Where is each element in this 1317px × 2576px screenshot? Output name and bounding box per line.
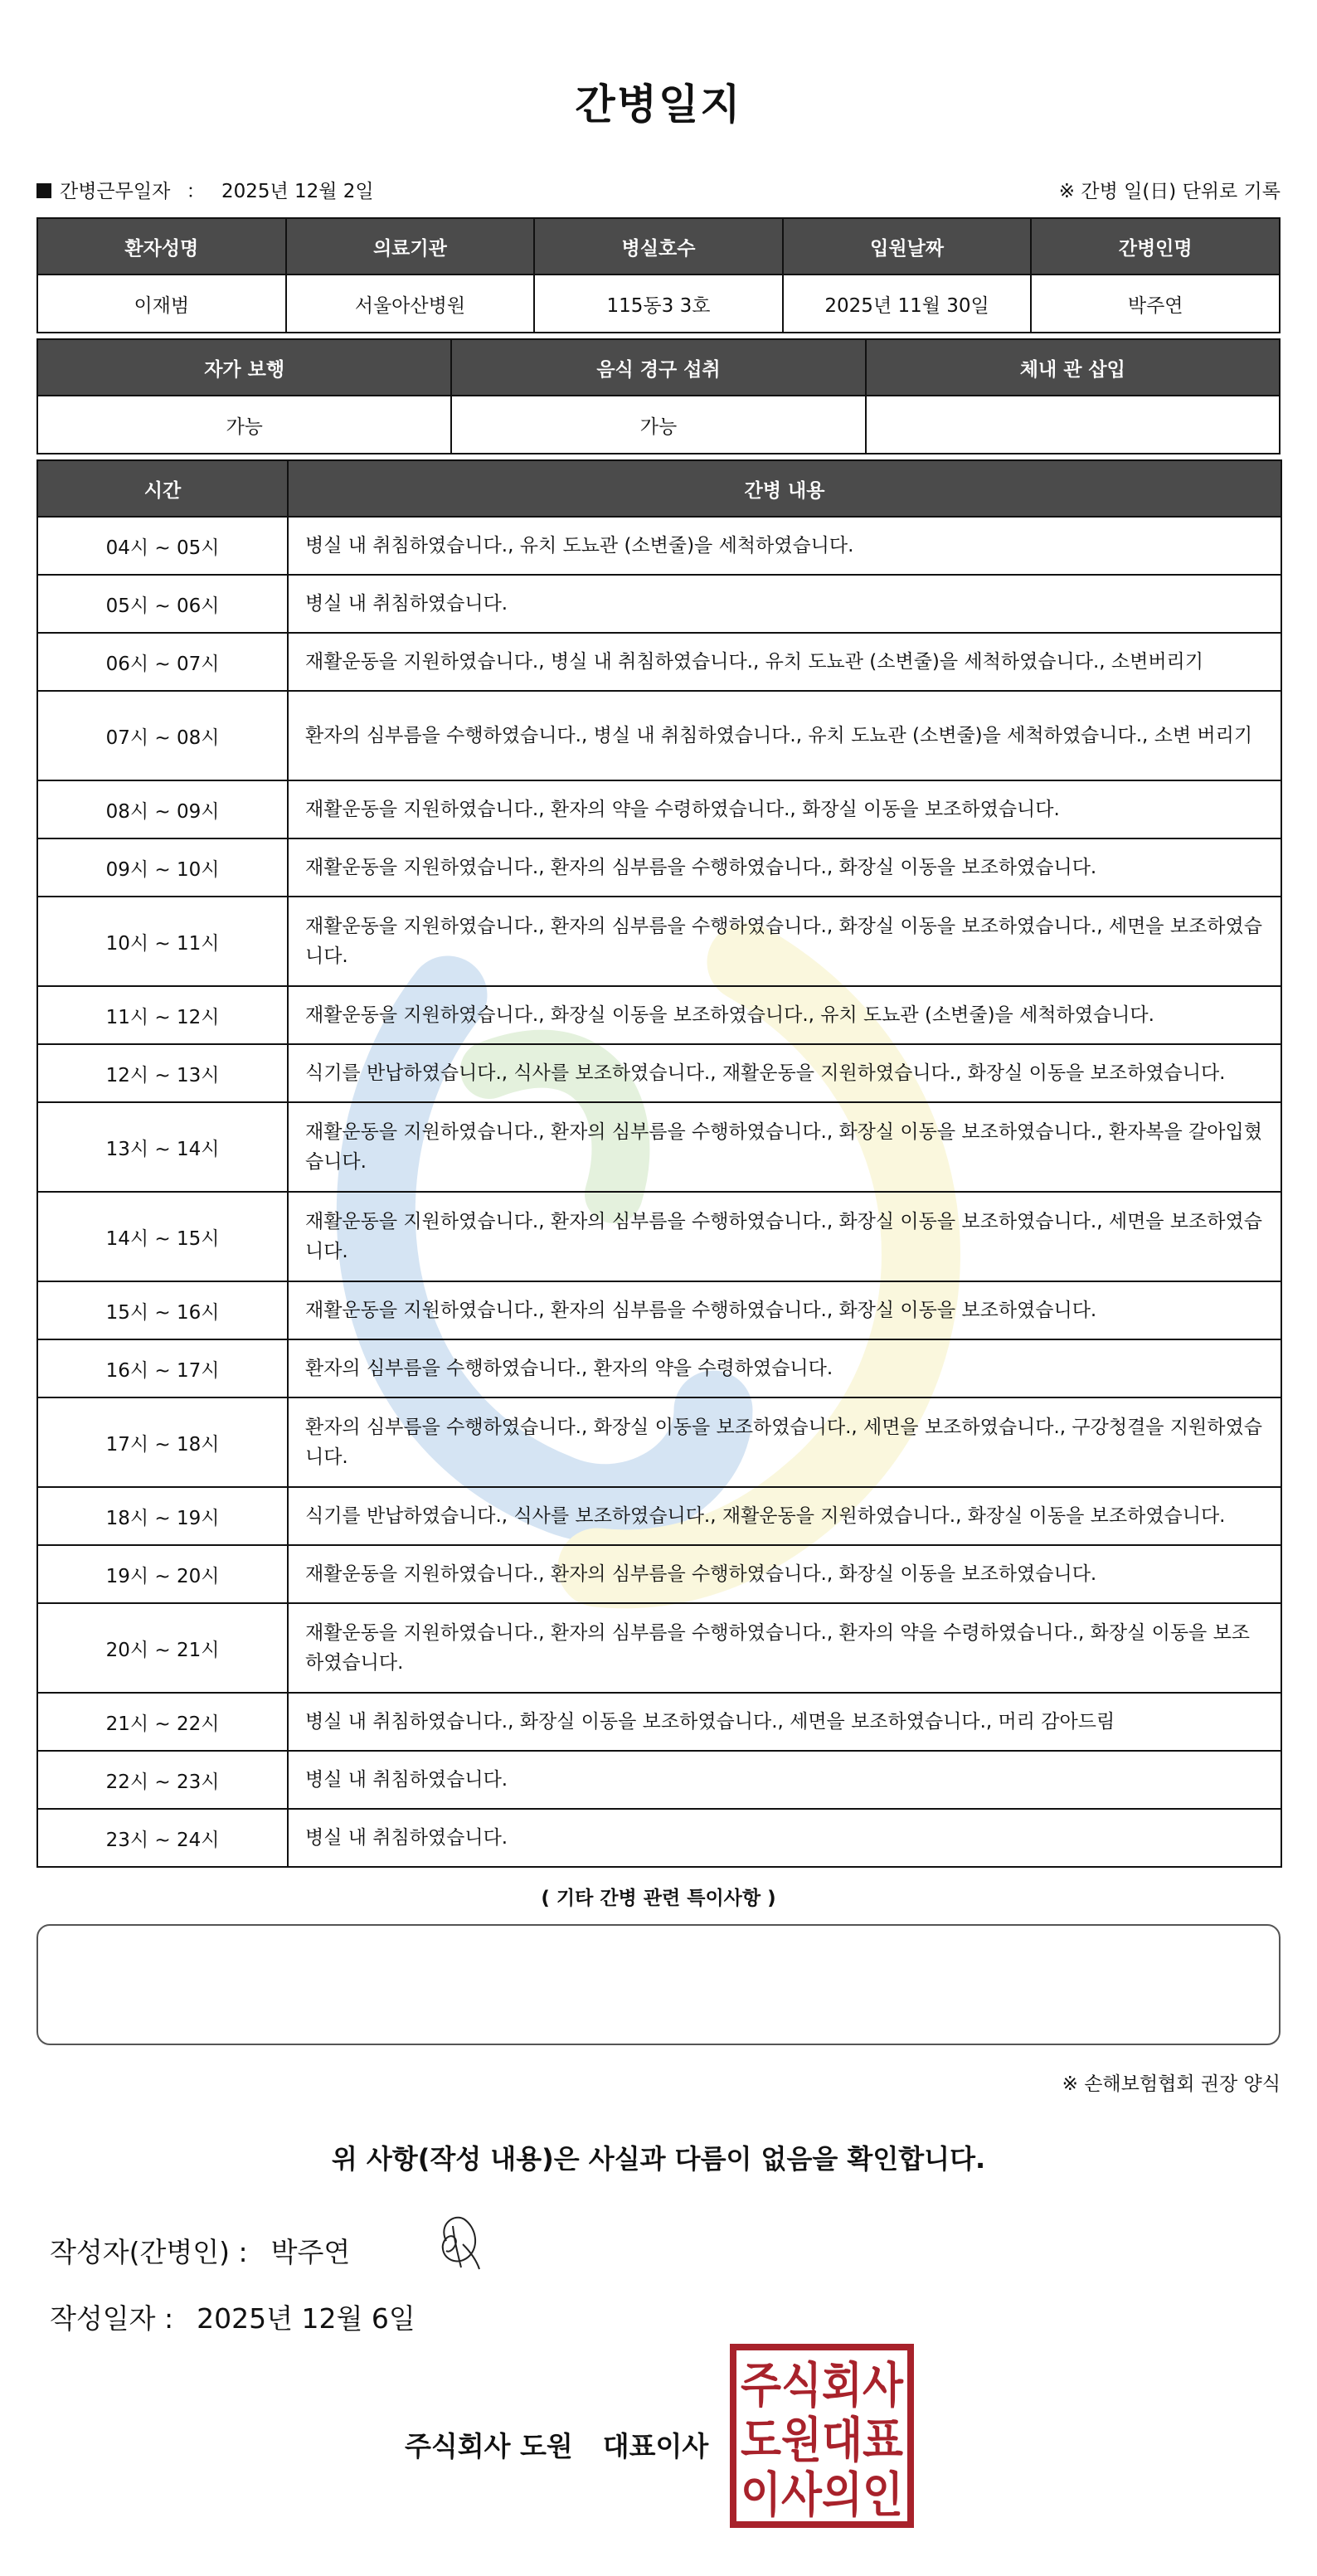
header-admission-date: 입원날짜 [783,218,1032,275]
value-admission-date: 2025년 11월 30일 [783,275,1032,333]
value-self-walking: 가능 [37,396,451,454]
written-date-label: 작성일자 : [50,2302,174,2335]
header-time: 시간 [37,460,288,517]
care-content: 환자의 심부름을 수행하였습니다., 화장실 이동을 보조하였습니다., 세면을 보조하였습니다., 구강청결을 지원하였습니다. [288,1397,1281,1487]
care-content: 재활운동을 지원하였습니다., 환자의 약을 수령하였습니다., 화장실 이동을 보조하였습니다. [288,780,1281,838]
writer-name: 박주연 [270,2236,351,2268]
care-content: 재활운동을 지원하였습니다., 환자의 심부름을 수행하였습니다., 환자의 약을 수령하였습니다., 화장실 이동을 보조하였습니다. [288,1603,1281,1693]
value-room: 115동3 3호 [534,275,783,333]
care-content: 환자의 심부름을 수행하였습니다., 환자의 약을 수령하였습니다. [288,1339,1281,1397]
care-content: 병실 내 취침하였습니다., 유치 도뇨관 (소변줄)을 세척하였습니다. [288,517,1281,575]
care-content: 재활운동을 지원하였습니다., 환자의 심부름을 수행하였습니다., 화장실 이동을 보조하였습니다., 세면을 보조하였습니다. [288,897,1281,986]
patient-info-table [36,217,1281,333]
header-oral-intake: 음식 경구 섭취 [451,339,865,396]
table-row [37,575,1281,633]
svg-text:주식회사: 주식회사 [741,2357,904,2413]
care-content: 환자의 심부름을 수행하였습니다., 병실 내 취침하였습니다., 유치 도뇨관 (소변줄)을 세척하였습니다., 소변 버리기 [288,691,1281,780]
patient-info-header-row [37,218,1280,275]
value-oral-intake: 가능 [451,396,865,454]
time-slot: 06시 ~ 07시 [37,633,288,691]
written-date-value: 2025년 12월 6일 [197,2302,416,2335]
patient-info-value-row [37,275,1280,333]
table-row [37,1397,1281,1487]
notes-title: ( 기타 간병 관련 특이사항 ) [541,1888,776,1909]
table-row [37,1281,1281,1339]
table-row [37,633,1281,691]
square-bullet-icon [36,183,51,198]
care-content: 병실 내 취침하였습니다. [288,1751,1281,1809]
table-row [37,1693,1281,1751]
writer-line [50,2231,350,2270]
company-line [405,2425,708,2464]
table-row [37,1487,1281,1545]
status-value-row [37,396,1280,454]
table-row [37,986,1281,1044]
time-slot: 07시 ~ 08시 [37,691,288,780]
header-caregiver-name: 간병인명 [1031,218,1280,275]
time-slot: 14시 ~ 15시 [37,1192,288,1281]
header-care-content: 간병 내용 [288,460,1281,517]
care-content: 식기를 반납하였습니다., 식사를 보조하였습니다., 재활운동을 지원하였습니다., 화장실 이동을 보조하였습니다. [288,1487,1281,1545]
time-slot: 18시 ~ 19시 [37,1487,288,1545]
time-slot: 22시 ~ 23시 [37,1751,288,1809]
time-slot: 21시 ~ 22시 [37,1693,288,1751]
care-content: 재활운동을 지원하였습니다., 환자의 심부름을 수행하였습니다., 화장실 이동을 보조하였습니다. [288,1545,1281,1603]
page-title: 간병일지 [575,80,742,129]
care-log-body [37,517,1281,1867]
work-date-separator: ： [186,181,206,202]
time-slot: 17시 ~ 18시 [37,1397,288,1487]
care-content: 재활운동을 지원하였습니다., 환자의 심부름을 수행하였습니다., 화장실 이동을 보조하였습니다., 환자복을 갈아입혔습니다. [288,1102,1281,1192]
confirmation-statement: 위 사항(작성 내용)은 사실과 다름이 없음을 확인합니다. [331,2143,986,2175]
header-self-walking: 자가 보행 [37,339,451,396]
care-content: 식기를 반납하였습니다., 식사를 보조하였습니다., 재활운동을 지원하였습니다., 화장실 이동을 보조하였습니다. [288,1044,1281,1102]
care-content: 재활운동을 지원하였습니다., 병실 내 취침하였습니다., 유치 도뇨관 (소변줄)을 세척하였습니다., 소변버리기 [288,633,1281,691]
svg-text:이사의인: 이사의인 [741,2467,903,2523]
work-date-value: 2025년 12월 2일 [221,181,374,202]
status-header-row [37,339,1280,396]
table-row [37,1603,1281,1693]
care-content: 재활운동을 지원하였습니다., 화장실 이동을 보조하였습니다., 유치 도뇨관 (소변줄)을 세척하였습니다. [288,986,1281,1044]
care-content: 재활운동을 지원하였습니다., 환자의 심부름을 수행하였습니다., 화장실 이동을 보조하였습니다. [288,838,1281,897]
time-slot: 23시 ~ 24시 [37,1809,288,1867]
table-row [37,517,1281,575]
header-patient-name: 환자성명 [37,218,286,275]
care-content: 병실 내 취침하였습니다. [288,575,1281,633]
time-slot: 11시 ~ 12시 [37,986,288,1044]
time-slot: 08시 ~ 09시 [37,780,288,838]
time-slot: 19시 ~ 20시 [37,1545,288,1603]
value-tube-insertion [866,396,1280,454]
table-row [37,897,1281,986]
table-row [37,1751,1281,1809]
table-row [37,691,1281,780]
time-slot: 16시 ~ 17시 [37,1339,288,1397]
care-content: 재활운동을 지원하였습니다., 환자의 심부름을 수행하였습니다., 화장실 이동을 보조하였습니다. [288,1281,1281,1339]
table-row [37,1545,1281,1603]
value-patient-name: 이재범 [37,275,286,333]
time-slot: 12시 ~ 13시 [37,1044,288,1102]
writer-label: 작성자(간병인) : [50,2236,248,2268]
care-log-header-row [37,460,1281,517]
time-slot: 09시 ~ 10시 [37,838,288,897]
table-row [37,838,1281,897]
time-slot: 05시 ~ 06시 [37,575,288,633]
time-slot: 04시 ~ 05시 [37,517,288,575]
table-row [37,1339,1281,1397]
work-date-row [36,176,1281,206]
handwritten-signature [421,2208,484,2274]
care-content: 병실 내 취침하였습니다. [288,1809,1281,1867]
company-representative: 대표이사 [602,2430,709,2462]
time-slot: 15시 ~ 16시 [37,1281,288,1339]
table-row [37,1192,1281,1281]
care-log-table [36,459,1282,1868]
work-date-label: 간병근무일자 [60,181,171,202]
care-content: 병실 내 취침하였습니다., 화장실 이동을 보조하였습니다., 세면을 보조하였습니다., 머리 감아드림 [288,1693,1281,1751]
table-row [37,780,1281,838]
value-hospital: 서울아산병원 [286,275,535,333]
time-slot: 13시 ~ 14시 [37,1102,288,1192]
svg-text:도원대표: 도원대표 [741,2412,903,2468]
time-slot: 10시 ~ 11시 [37,897,288,986]
table-row [37,1102,1281,1192]
form-source-note: ※ 손해보험협회 권장 양식 [1062,2073,1281,2095]
company-name: 주식회사 도원 [405,2430,573,2462]
notes-box [36,1924,1281,2045]
table-row [37,1809,1281,1867]
table-row [37,1044,1281,1102]
work-date [36,176,374,203]
time-slot: 20시 ~ 21시 [37,1603,288,1693]
header-hospital: 의료기관 [286,218,535,275]
value-caregiver-name: 박주연 [1031,275,1280,333]
unit-note: ※ 간병 일(日) 단위로 기록 [1058,181,1281,202]
care-content: 재활운동을 지원하였습니다., 환자의 심부름을 수행하였습니다., 화장실 이동을 보조하였습니다., 세면을 보조하였습니다. [288,1192,1281,1281]
patient-status-table [36,338,1281,454]
header-room: 병실호수 [534,218,783,275]
company-seal [730,2344,914,2528]
written-date-line [50,2297,416,2336]
header-tube-insertion: 체내 관 삽입 [866,339,1280,396]
